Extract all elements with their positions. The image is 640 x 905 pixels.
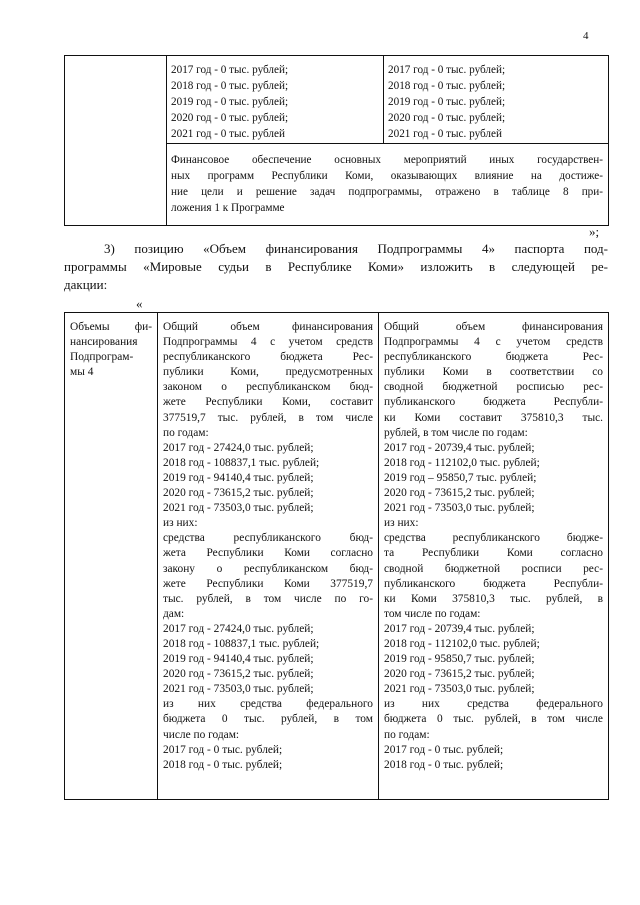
table2-label-line: мы 4 — [70, 366, 94, 379]
table2-col3-line: 2019 год – 95850,7 тыс. рублей; — [384, 471, 537, 484]
table2-col2-line: 377519,7 тыс. рублей, в том числе — [163, 411, 373, 424]
table1-merged-line: ложения 1 к Программе — [171, 201, 285, 214]
table2-col3-line: 2021 год - 73503,0 тыс. рублей; — [384, 502, 535, 515]
table2-col2-line: 2020 год - 73615,2 тыс. рублей; — [163, 668, 314, 681]
table2-col3-line: бюджета 0 тыс. рублей, в том числе — [384, 713, 603, 726]
table1-col2-line: 2018 год - 0 тыс. рублей; — [171, 79, 289, 92]
table2-col2-line: 2018 год - 108837,1 тыс. рублей; — [163, 637, 320, 650]
table2-col3-line: сводной бюджетной росписью рес- — [384, 381, 603, 394]
table2-col3-line: ки Коми составит 375810,3 тыс. — [384, 411, 603, 424]
table2-col2-line: из них средства федерального — [163, 698, 373, 711]
table1-col3-line: 2020 год - 0 тыс. рублей; — [388, 111, 506, 124]
table2-col2-line: жете Республики Коми 377519,7 — [163, 577, 373, 590]
table2-col2-line: бюджета 0 тыс. рублей, в том — [163, 713, 373, 726]
paragraph-line: 3) позицию «Объем финансирования Подпрограммы 4» паспорта под- — [104, 241, 608, 256]
table2-col3-line: 2017 год - 20739,4 тыс. рублей; — [384, 441, 535, 454]
table2-col2-line: жете Республики Коми, составит — [163, 396, 373, 409]
table1-col3-line: 2018 год - 0 тыс. рублей; — [388, 79, 506, 92]
table2-label-cell — [70, 320, 152, 380]
table2-col2-line: по годам: — [163, 426, 209, 439]
table1-col2-line: 2017 год - 0 тыс. рублей; — [171, 64, 289, 76]
table1-col3-line: 2017 год - 0 тыс. рублей; — [388, 64, 506, 76]
table1-merged-cell — [171, 153, 603, 217]
table1-merged-line: ние цели и решение задач подпрограммы, отражено в таблице 8 при- — [171, 185, 603, 198]
table2-col3-cell — [384, 320, 603, 773]
opening-quote: « — [136, 296, 143, 311]
table2-col2-line: 2019 год - 94140,4 тыс. рублей; — [163, 653, 314, 666]
table1-col2-line: 2019 год - 0 тыс. рублей; — [171, 95, 289, 108]
table2-col3-line: сводной бюджетной росписи рес- — [384, 562, 603, 575]
paragraph-line: программы «Мировые судьи в Республике Коми» изложить в следующей ре- — [64, 259, 608, 274]
table2-label-line: Подпрограм- — [70, 351, 134, 364]
table1-col3-cell — [388, 63, 603, 143]
table2-col2-line: из них: — [163, 517, 198, 530]
table2-col2-line: жета Республики Коми согласно — [163, 547, 373, 560]
table2-col3-line: по годам: — [384, 728, 430, 741]
table2-col2-cell — [163, 320, 373, 773]
table2-col3-line: 2021 год - 73503,0 тыс. рублей; — [384, 683, 535, 696]
table1-col2-cell — [171, 63, 376, 143]
table2-col2-line: 2017 год - 27424,0 тыс. рублей; — [163, 441, 314, 454]
table2-col3-line: средства республиканского бюдже- — [384, 532, 603, 545]
table2-col2-line: Общий объем финансирования — [163, 321, 373, 333]
table2-col3-line: ки Коми 375810,3 тыс. рублей, в — [384, 592, 603, 605]
table2-col3-line: 2017 год - 20739,4 тыс. рублей; — [384, 622, 535, 635]
table2-col2-line: 2021 год - 73503,0 тыс. рублей; — [163, 502, 314, 515]
table2-col2-line: 2017 год - 0 тыс. рублей; — [163, 743, 283, 756]
table2-col3-line: Подпрограммы 4 с учетом средств — [384, 336, 603, 349]
paragraph-line: дакции: — [64, 277, 108, 292]
table2-col2-line: дам: — [163, 607, 185, 620]
table2-col3-line: 2018 год - 112102,0 тыс. рублей; — [384, 637, 540, 650]
table2-col2-line: публики Коми, предусмотренных — [163, 366, 373, 379]
table2-col2-line: республиканского бюджета Рес- — [163, 351, 373, 364]
table2-col3-line: рублей, в том числе по годам: — [384, 426, 528, 439]
table1-col3-line: 2019 год - 0 тыс. рублей; — [388, 95, 506, 108]
table2-col2-line: 2018 год - 108837,1 тыс. рублей; — [163, 456, 320, 469]
table2-col2-line: 2019 год - 94140,4 тыс. рублей; — [163, 471, 314, 484]
table2-label-line: нансирования — [70, 336, 138, 349]
table2-col3-line: публиканского бюджета Республи- — [384, 396, 603, 409]
table2-col2-line: законом о республиканском бюд- — [163, 381, 373, 394]
table1-merged-line: ных программ Республики Коми, оказывающих влияние на достиже- — [171, 169, 603, 182]
table2-col2-line: Подпрограммы 4 с учетом средств — [163, 336, 373, 349]
table2-label-line: Объемы фи- — [70, 321, 152, 333]
table2-col3-line: 2017 год - 0 тыс. рублей; — [384, 743, 504, 756]
table2-col3-line: том числе по годам: — [384, 607, 481, 620]
table2-col3-line: публики Коми в соответствии со — [384, 366, 603, 379]
table1-col2-line: 2021 год - 0 тыс. рублей — [171, 127, 285, 140]
table2-col2-line: 2018 год - 0 тыс. рублей; — [163, 758, 283, 771]
table2-col2-line: 2020 год - 73615,2 тыс. рублей; — [163, 487, 314, 500]
table2-col3-line: публиканского бюджета Республи- — [384, 577, 603, 590]
table2-col3-line: из них: — [384, 517, 419, 530]
table1-col3-line: 2021 год - 0 тыс. рублей — [388, 127, 502, 140]
table2-col3-line: Общий объем финансирования — [384, 321, 603, 333]
closing-quote: »; — [589, 224, 600, 239]
table1-merged-line: Финансовое обеспечение основных мероприятий иных государствен- — [171, 154, 603, 166]
table2-col3-line: та Республики Коми согласно — [384, 547, 603, 560]
table2-col2-line: тыс. рублей, в том числе по го- — [163, 592, 373, 605]
table2-col2-line: 2021 год - 73503,0 тыс. рублей; — [163, 683, 314, 696]
page-number: 4 — [583, 30, 589, 42]
table2-col3-line: республиканского бюджета Рес- — [384, 351, 603, 364]
table2-col2-line: закону о республиканском бюд- — [163, 562, 373, 575]
table2-col3-line: 2018 год - 112102,0 тыс. рублей; — [384, 456, 540, 469]
table2-col3-line: 2020 год - 73615,2 тыс. рублей; — [384, 668, 535, 681]
table2-col3-line: из них средства федерального — [384, 698, 603, 711]
table2-col3-line: 2019 год - 95850,7 тыс. рублей; — [384, 653, 535, 666]
table2-col2-line: 2017 год - 27424,0 тыс. рублей; — [163, 622, 314, 635]
table2-col2-line: средства республиканского бюд- — [163, 532, 373, 545]
table2-col3-line: 2020 год - 73615,2 тыс. рублей; — [384, 487, 535, 500]
table1-col2-line: 2020 год - 0 тыс. рублей; — [171, 111, 289, 124]
table2-col3-line: 2018 год - 0 тыс. рублей; — [384, 758, 504, 771]
table2-col2-line: числе по годам: — [163, 728, 240, 741]
